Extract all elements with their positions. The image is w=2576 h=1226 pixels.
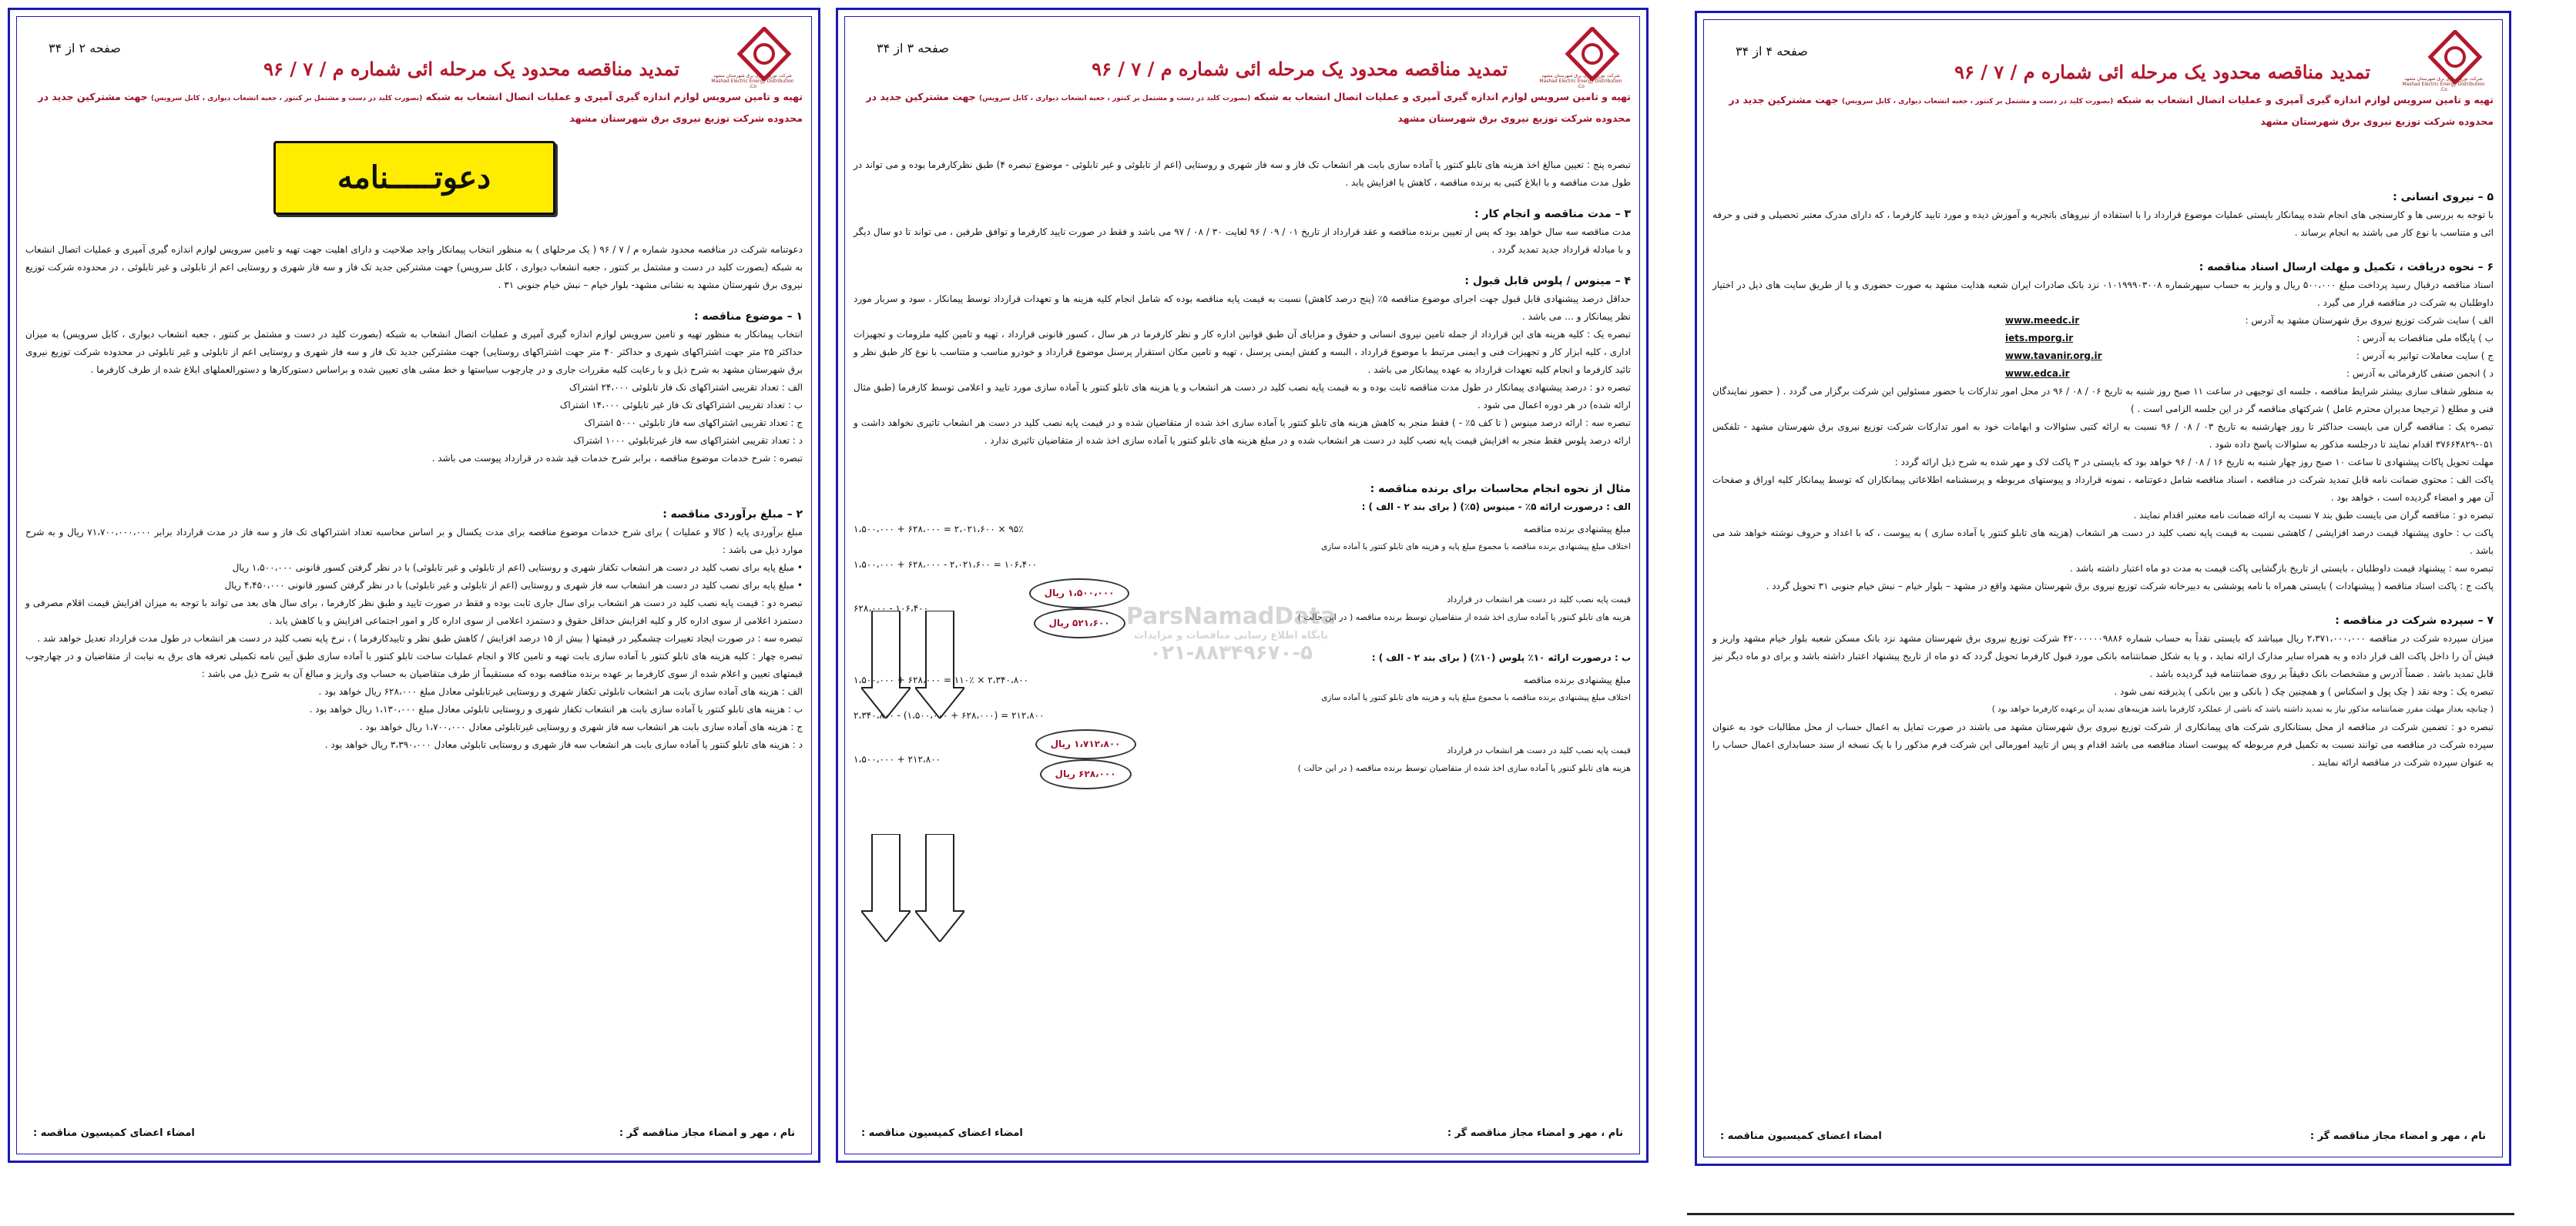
formula: ۱،۵۰۰،۰۰۰ + ۶۲۸،۰۰۰ - ۲،۰۲۱،۶۰۰ = ۱۰۶،۴۰۰ — [854, 559, 1038, 570]
formula: ۱،۵۰۰،۰۰۰ + ۲۱۲،۸۰۰ — [854, 753, 941, 765]
result-oval: ۱،۷۱۲،۸۰۰ ریال — [1035, 729, 1136, 759]
callout-label: هزینه های تابلو کنتور یا آماده سازی اخذ شده از متقاضیان توسط برنده مناقصه ( در این حالت ) — [1297, 763, 1631, 773]
site-link[interactable]: www.meedc.ir — [2005, 315, 2080, 326]
section-text: مدت مناقصه سه سال خواهد بود که پس از تعیین برنده مناقصه و عقد قرارداد از تاریخ ۰۱ / ۰۹ / ۹۶ لغایت ۳۰ / ۰۸ / ۹۷ می باشد و فقط در صورت تایید کارفرما و توافق طرفین ، می تواند تا دو سال دیگر و با مبادله قرارداد جدید تمدید گردد . — [854, 226, 1631, 255]
page-number: صفحه ۲ از ۳۴ — [49, 41, 121, 55]
tender-title: تمدید مناقصه محدود یک مرحله ائی شماره م / ۷ / ۹۶ — [1092, 58, 1508, 80]
formula: ۲،۳۴۰،۸۰۰ - (۱،۵۰۰،۰۰۰ + ۶۲۸،۰۰۰) = ۲۱۲،۸۰۰ — [854, 710, 1045, 721]
page-header — [861, 27, 1623, 96]
site-row: د ) انجمن صنفی کارفرمائی به آدرس : www.edca.ir — [1712, 365, 2494, 383]
invitation-banner: دعوتـــــنامه — [273, 141, 555, 215]
callout-label: قیمت پایه نصب کلید در دست هر انشعاب در قرارداد — [1447, 745, 1631, 755]
tender-subtitle: تهیه و تامین سرویس لوازم اندازه گیری آمپری و عملیات اتصال انشعاب به شبکه (بصورت کلید در دست و مشتمل بر کنتور ، جعبه انشعاب دیواری ، کابل سرویس) جهت مشترکین جدید در محدوده شرکت توزیع نیروی برق شهرستان مشهد — [38, 91, 803, 124]
down-arrow-icon — [915, 611, 964, 719]
page-header — [33, 27, 795, 96]
divider — [1687, 1213, 2514, 1215]
document-page-4 — [1695, 11, 2511, 1166]
note-text: پاکت ب : حاوی پیشنهاد قیمت درصد افزایشی / کاهشی نسبت به قیمت پایه نصب کلید در دست هر انشعاب (هزینه های تابلو کنتور یا آماده سازی ) به پیوست ، که با اعداد و حروف نوشته خواهد شد می باشد . — [1712, 528, 2494, 556]
section-title: مثال از نحوه انجام محاسبات برای برنده مناقصه : — [1370, 483, 1631, 495]
note-text: تبصره دو : قیمت پایه نصب کلید در دست هر انشعاب برای سال جاری ثابت بوده و فقط در صورت تایید و طبق نظر کارفرما ، برای سال های بعد می تواند با توجه به میزان افزایش قیمت اقلام مصرفی و دستمزد اعلامی از سوی اداره کار و کلیه افزایش حداقل حقوق و دستمزد اعلامی از سوی اداره کار و امور اجتماعی افزایش و یا کاهش یابد . — [25, 598, 803, 626]
formula: ۶۲۸،۰۰۰ - ۱۰۶،۴۰۰ — [854, 602, 929, 614]
note-text: پاکت الف : محتوی ضمانت نامه قابل تمدید شرکت در مناقصه ، اسناد مناقصه شامل دعوتنامه ، نمونه قرارداد و پیوستهای مربوطه و پرسشنامه اطلاعاتی پیمانکاران که توسط پیمانکار کلیه اوراق و صفحات آن مهر و امضاء گردیده است ، خواهد بود . — [1712, 474, 2494, 503]
formula-label: مبلغ پیشنهادی برنده مناقصه — [1523, 524, 1631, 534]
note-text: تبصره سه : ارائه درصد مینوس ( تا کف ۵٪ - ) فقط منجر به کاهش هزینه های تابلو کنتور یا آماده سازی اخذ شده از متقاضیان شده و در قیمت پایه نصب کلید در دست هر انشعاب تاثیری نخواهد داشت و ارائه درصد پلوس فقط منجر به افزایش قیمت پایه نصب کلید در دست هر انشعاب شده و در مبلغ هزینه های تابلو کنتور یا آماده سازی اخذ شده از متقاضیان تاثیری ندارد . — [854, 417, 1631, 446]
example-heading: ب : درصورت ارائه ۱۰٪ پلوس (۱۰٪) ( برای بند ۲ - الف ) : — [1371, 652, 1631, 663]
note-text: تبصره دو : مناقصه گران می بایست طبق بند ۷ نسبت به ارائه ضمانت نامه معتبر اقدام نمایند . — [2133, 510, 2494, 521]
note-text: ( چنانچه بعداز مهلت مقرر ضمانتنامه مذکور نیاز به تمدید داشته باشد که ناشی از عملکرد کارفرما باشد هزینه‌های تمدید آن برعهده کارفرما خواهد بود ) — [1991, 705, 2494, 714]
list-item: د : تعداد تقریبی اشتراکهای سه فاز غیرتابلوئی ۱۰۰۰ اشتراک — [573, 435, 803, 446]
section-title: ۲ – مبلغ برآوردی مناقصه : — [662, 508, 803, 521]
signature-mid: امضاء اعضای کمیسیون مناقصه : — [861, 1127, 1023, 1139]
note-text: تبصره یک : وجه نقد ( چک پول و اسکناس ) و همچنین چک ( بانکی و بین بانکی ) پذیرفته نمی شود . — [2114, 686, 2494, 697]
result-oval: ۱،۵۰۰،۰۰۰ ریال — [1029, 578, 1130, 608]
callout-label: هزینه های تابلو کنتور یا آماده سازی اخذ شده از متقاضیان توسط برنده مناقصه ( در این حالت ) — [1297, 612, 1631, 622]
document-page-3 — [836, 8, 1649, 1163]
list-item: ب : هزینه های تابلو کنتور یا آماده سازی بابت هر انشعاب تکفاز شهری و روستایی تابلوئی معادل مبلغ ۱،۱۳۰،۰۰۰ ریال خواهد بود . — [309, 704, 803, 715]
tender-subtitle: تهیه و تامین سرویس لوازم اندازه گیری آمپری و عملیات اتصال انشعاب به شبکه (بصورت کلید در دست و مشتمل بر کنتور ، جعبه انشعاب دیواری ، کابل سرویس) جهت مشترکین جدید در محدوده شرکت توزیع نیروی برق شهرستان مشهد — [866, 91, 1631, 124]
formula-label: مبلغ پیشنهادی برنده مناقصه — [1523, 675, 1631, 685]
note-text: تبصره دو : تضمین شرکت در مناقصه از محل بستانکاری شرکت های پیمانکاری از شرکت توزیع نیروی برق شهرستان مشهد می باشند در صورت تمایل به اعمال حساب از محل مطالبات خود به عنوان سپرده شرکت در مناقصه می توانند نسبت به تکمیل فرم مربوطه که پیوست اسناد مناقصه می باشد اقدام و پس از تایید امورمالی این شرکت فرم مذکور را با یک نسخه از سند حسابداری اعمال حساب را به عنوان سپرده شرکت در مناقصه ارائه نمایند . — [1712, 722, 2494, 768]
list-item: الف : هزینه های آماده سازی بابت هر انشعاب تابلوئی تکفاز شهری و روستایی غیرتابلوئی معادل مبلغ ۶۲۸،۰۰۰ ریال خواهد بود . — [318, 686, 803, 697]
note-text: تبصره یک : مناقصه گران می بایست حداکثر تا روز چهارشنبه به تاریخ ۰۳ / ۰۸ / ۹۶ نسبت به ارائه کتبی سئوالات و ابهامات خود به امور تدارکات شرکت توزیع نیروی برق شهرستان مشهد - تلفکس ۰۵۱-۳۷۶۶۴۸۲۹ اقدام نمایند تا درجلسه مذکور به سئوالات پاسخ داده شود . — [1712, 421, 2494, 450]
signature-right: نام ، مهر و امضاء مجاز مناقصه گر : — [2309, 1131, 2486, 1142]
tender-title: تمدید مناقصه محدود یک مرحله ائی شماره م / ۷ / ۹۶ — [1954, 61, 2370, 83]
page-number: صفحه ۴ از ۳۴ — [1736, 44, 1808, 59]
formula: ۱،۵۰۰،۰۰۰ + ۶۲۸،۰۰۰ = ۱۱۰٪ × ۲،۳۴۰،۸۰۰ — [854, 675, 1029, 685]
document-page-2 — [8, 8, 820, 1163]
example-heading: الف : درصورت ارائه ۵٪ - مینوس (۵٪) ( برای بند ۲ - الف ) : — [1361, 501, 1631, 512]
tender-title: تمدید مناقصه محدود یک مرحله ائی شماره م / ۷ / ۹۶ — [263, 58, 679, 80]
signature-row — [861, 1127, 1623, 1139]
section-text: با توجه به بررسی ها و کارسنجی های انجام شده پیمانکار بایستی عملیات موضوع قرارداد را با استفاده از نیروهای باتجربه و آموزش دیده و مورد تایید کارفرما ، که دارای مدرک معتبر تحصیلی و فنی و حرفه ائی و متناسب با نوع کار می باشند به انجام برساند . — [1712, 209, 2494, 238]
section-text: میزان سپرده شرکت در مناقصه ۲،۳۷۱،۰۰۰،۰۰۰ ریال میباشد که بایستی نقداً به حساب شماره ۴۲۰۰۰۰۰۰۹۸۸۶ شرکت توزیع نیروی برق شهرستان مشهد نزد بانک مسکن شعبه بلوار خیام مشهد واریز و فیش آن را داخل پاکت الف قرار داده و به همراه سایر مدارک ارائه نماید ، و یا به شکل ضمانتنامه بانکی مورد قبول کارفرما تحویل گردد که دو ماه از تاریخ پیشنهاد اعتبار داشته باشد و برای دو ماه دیگر نیز قابل تمدید باشد . ضمناً آدرس و مشخصات بانک دقیقاً بر روی ضمانتنامه قید گردیده باشد . — [1712, 633, 2494, 679]
watermark: ParsNamadData پایگاه اطلاع رسانی مناقصات و مزایدات ۰۲۱-۸۸۳۴۹۶۷۰-۵ — [1125, 603, 1337, 665]
site-row: الف ) سایت شرکت توزیع نیروی برق شهرستان مشهد به آدرس : www.meedc.ir — [1712, 312, 2494, 330]
note-text: تبصره سه : در صورت ایجاد تغییرات چشمگیر در قیمتها ( بیش از ۱۵ درصد افزایش / کاهش طبق نظر و تاییدکارفرما ) ، نرخ پایه نصب کلید در دست هر انشعاب در طول مدت قرارداد تعدیل خواهد شد . — [37, 633, 803, 644]
down-arrow-icon — [915, 834, 964, 942]
site-link[interactable]: www.tavanir.org.ir — [2005, 350, 2102, 361]
page-body — [1712, 175, 2494, 772]
formula-label: اختلاف مبلغ پیشنهادی برنده مناقصه با مجموع مبلغ پایه و هزینه های تابلو کنتور یا آماده سازی — [1321, 693, 1631, 702]
section-title: ۷ – سپرده شرکت در مناقصه : — [2335, 615, 2494, 627]
note-text: تبصره سه : پیشنهاد قیمت داوطلبان ، بایستی از تاریخ بازگشایی پاکت قیمت به مدت دو ماه اعتبار داشته باشد . — [2070, 563, 2494, 574]
section-title: ۶ – نحوه دریافت ، تکمیل و مهلت ارسال اسناد مناقصه : — [2199, 261, 2494, 273]
section-text: مبلغ برآوردی پایه ( کالا و عملیات ) برای شرح خدمات موضوع مناقصه برای مدت یکسال و بر اساس محاسبه تعداد اشتراکهای تک فاز و سه فاز در مدت قرارداد برابر ۷۱،۷۰۰،۰۰۰،۰۰۰ ریال و به شرح موارد ذیل می باشد : — [25, 527, 803, 555]
section-text: حداقل درصد پیشنهادی قابل قبول جهت اجرای موضوع مناقصه ۵٪ (پنج درصد کاهش) نسبت به قیمت پایه مناقصه بوده که شامل انجام کلیه هزینه ها و تعهدات قرارداد توسط پیمانکار ، سود و سربار مورد نظر پیمانکار و … می باشد . — [854, 293, 1631, 322]
list-item: ج : هزینه های آماده سازی بابت هر انشعاب سه فاز شهری و روستایی غیرتابلوئی معادل ۱،۷۰۰،۰۰۰ ریال خواهد بود . — [359, 722, 803, 732]
list-item: تبصره : شرح خدمات موضوع مناقصه ، برابر شرح خدمات قید شده در قرارداد پیوست می باشد . — [431, 453, 803, 464]
list-item: الف : تعداد تقریبی اشتراکهای تک فاز تابلوئی ۲۴،۰۰۰ اشتراک — [569, 382, 803, 393]
site-row: ج ) سایت معاملات توانیر به آدرس : www.tavanir.org.ir — [1712, 347, 2494, 365]
site-row: ب ) پایگاه ملی مناقصات به آدرس : iets.mporg.ir — [1712, 330, 2494, 347]
signature-row — [33, 1127, 795, 1139]
page-body — [25, 241, 803, 754]
section-text: انتخاب پیمانکار به منظور تهیه و تامین سرویس لوازم اندازه گیری آمپری و عملیات اتصال انشعاب به شبکه (بصورت کلید در دست و مشتمل بر کنتور ، جعبه انشعاب دیواری ، کابل سرویس) به میزان حداکثر ۲۵ متر جهت اشتراکهای شهری و حداکثر ۴۰ متر جهت اشتراکهای روستایی) جهت مشترکین جدید تک فاز و سه فاز شهری و روستایی اعم از تابلوئی و غیر تابلوئی در محدوده شرکت توزیع نیروی برق شهرستان مشهد به شرح ذیل و با رعایت کلیه مقررات جاری و در چارچوب سیاستها و خط مشی های تعیین شده و براساس دستورکارها و دستورالعملهای ابلاغ شده از طرف کارفرما . — [25, 329, 803, 375]
signature-mid: امضاء اعضای کمیسیون مناقصه : — [1720, 1131, 1882, 1142]
list-item: ب : تعداد تقریبی اشتراکهای تک فاز غیر تابلوئی ۱۴،۰۰۰ اشتراک — [559, 400, 803, 410]
section-title: ۱ – موضوع مناقصه : — [693, 310, 803, 323]
signature-right: نام ، مهر و امضاء مجاز مناقصه گر : — [619, 1127, 795, 1139]
section-title: ۴ – مینوس / پلوس قابل قبول : — [1464, 275, 1631, 287]
signature-right: نام ، مهر و امضاء مجاز مناقصه گر : — [1447, 1127, 1623, 1139]
section-text: به منظور شفاف سازی بیشتر شرایط مناقصه ، جلسه ای توجیهی در ساعت ۱۱ صبح روز شنبه به تاریخ ۰۶ / ۰۸ / ۹۶ در محل امور تدارکات با حضور مسئولین این شرکت برگزار می گردد . ( حضور نمایندگان فنی و مطلع ( ترجیحا مدیران محترم عامل ) شرکتهای مناقصه گر در این جلسه الزامی است . ) — [1712, 386, 2494, 414]
section-title: ۵ – نیروی انسانی : — [2393, 191, 2494, 203]
formula-label: اختلاف مبلغ پیشنهادی برنده مناقصه با مجموع مبلغ پایه و هزینه های تابلو کنتور یا آماده سازی — [1321, 542, 1631, 551]
note-text: تبصره یک : کلیه هزینه های این قرارداد از جمله تامین نیروی انسانی و حقوق و مزایای آن طبق قوانین اداره کار و نظر کارفرما در هر سال ، کسور قانونی قرارداد ، تهیه و تامین کلیه ملزومات و تجهیزات اداری ، کلیه ابزار کار و تجهیزات فنی و ایمنی مرتبط با موضوع قرارداد ، البسه و کفش ایمنی پرسنل ، تهیه و تامین مکان استقرار پرسنل موضوع قرارداد و خودرو مناسب و متناسب با نوع کار طبق نظر و تائید کارفرما و انجام کلیه تعهدات قرارداد به عهده پیمانکار می باشد . — [854, 329, 1631, 375]
result-oval: ۵۲۱،۶۰۰ ریال — [1034, 608, 1125, 638]
tender-subtitle: تهیه و تامین سرویس لوازم اندازه گیری آمپری و عملیات اتصال انشعاب به شبکه (بصورت کلید در دست و مشتمل بر کنتور ، جعبه انشعاب دیواری ، کابل سرویس) جهت مشترکین جدید در محدوده شرکت توزیع نیروی برق شهرستان مشهد — [1729, 94, 2494, 127]
list-item: • مبلغ پایه برای نصب کلید در دست هر انشعاب تکفاز شهری و روستایی (اعم از تابلوئی و غیر تابلوئی) با در نظر گرفتن کسور قانونی ۱،۵۰۰،۰۰۰ ریال — [232, 562, 803, 573]
section-title: ۳ – مدت مناقصه و انجام کار : — [1474, 208, 1631, 220]
note-text: مهلت تحویل پاکات پیشنهادی تا ساعت ۱۰ صبح روز چهار شنبه به تاریخ ۱۶ / ۰۸ / ۹۶ خواهد بود که بایستی در ۳ پاکت لاک و مهر شده به شرح ذیل ارائه گردد : — [1894, 457, 2494, 467]
logo-caption: شرکت توزیع نیروی برق شهرستان مشهد Mashad Electric Energy Distribution Co. — [2402, 76, 2485, 92]
logo-caption: شرکت توزیع نیروی برق شهرستان مشهد Mashad Electric Energy Distribution Co. — [711, 73, 794, 89]
section-text: اسناد مناقصه درقبال رسید پرداخت مبلغ ۵۰۰،۰۰۰ ریال و واریز به حساب سپهرشماره ۰۱۰۱۹۹۹۰۳۰۰۸ نزد بانک صادرات ایران شعبه هدایت مشهد به صورت حضوری و یا از طریق سایت های ذیل در اختیار داوطلبان به شرکت در مناقصه قرار می گیرد . — [1712, 280, 2494, 308]
site-link[interactable]: www.edca.ir — [2005, 368, 2070, 379]
note-text: تبصره چهار : کلیه هزینه های تابلو کنتور با آماده سازی بابت تهیه و تامین کالا و انجام عملیات ساخت تابلو کنتور با آماده سازی طبق آیین نامه تکمیلی تعرفه های برق به نیابت از متقاضیان و در چهارچوب قیمتهای تعیین و اعلام شده از سوی کارفرما بر عهده برنده مناقصه بوده که مستقیماً از طرف متقاضیان به حساب وی واریز و مبالغ آن به شرح ذیل می باشد : — [25, 651, 803, 679]
logo-caption: شرکت توزیع نیروی برق شهرستان مشهد Mashad Electric Energy Distribution Co. — [1539, 73, 1622, 89]
intro-text: دعوتنامه شرکت در مناقصه محدود شماره م / ۷ / ۹۶ ( یک مرحلهای ) به منظور انتخاب پیمانکار واجد صلاحیت و دارای اهلیت جهت تهیه و تامین سرویس لوازم اندازه گیری آمپری و عملیات اتصال انشعاب به شبکه (بصورت کلید در دست و مشتمل بر کنتور ، جعبه انشعاب دیواری ، کابل سرویس) جهت مشترکین جدید تک فاز و سه فاز شهری و روستایی اعم از تابلوئی و غیر تابلوئی ، در محدوده شرکت توزیع نیروی برق شهرستان مشهد به نشانی مشهد- بلوار خیام – نبش خیام جنوبی ۳۱ . — [25, 244, 803, 290]
down-arrow-icon — [861, 611, 911, 719]
site-link[interactable]: iets.mporg.ir — [2005, 333, 2074, 343]
page-body — [854, 156, 1631, 789]
callout-label: قیمت پایه نصب کلید در دست هر انشعاب در قرارداد — [1447, 595, 1631, 605]
list-item: • مبلغ پایه برای نصب کلید در دست هر انشعاب سه فاز شهری و روستایی (اعم از تابلوئی و غیر تابلوئی) با در نظر گرفتن کسور قانونی ۴،۴۵۰،۰۰۰ ریال — [224, 580, 803, 591]
note-text: تبصره دو : درصد پیشنهادی پیمانکار در طول مدت مناقصه ثابت بوده و به قیمت پایه نصب کلید در دست هر انشعاب و یا هزینه های تابلو کنتور یا آماده سازی مورد تایید و اعلامی توسط کارفرما (طبق مثال ارائه شده) در هر دوره اعمال می شود . — [854, 382, 1631, 410]
signature-row — [1720, 1131, 2486, 1142]
page-number: صفحه ۳ از ۳۴ — [877, 41, 949, 55]
list-item: ج : تعداد تقریبی اشتراکهای سه فاز تابلوئی ۵۰۰۰ اشتراک — [584, 417, 803, 428]
formula: ۱،۵۰۰،۰۰۰ + ۶۲۸،۰۰۰ = ۲،۰۲۱،۶۰۰ × ۹۵٪ — [854, 524, 1024, 534]
result-oval: ۶۲۸،۰۰۰ ریال — [1040, 759, 1132, 789]
down-arrow-icon — [861, 834, 911, 942]
note-text: تبصره پنج : تعیین مبالغ اخذ هزینه های تابلو کنتور یا آماده سازی بابت هر انشعاب تک فاز و سه فاز شهری و روستایی (اعم از تابلوئی و غیر تابلوئی - موضوع تبصره ۴) طبق نظرکارفرما بوده و می تواند در طول مدت مناقصه و با ابلاغ کتبی به برنده مناقصه ، کاهش یا افزایش یابد . — [854, 159, 1631, 188]
note-text: پاکت ج : پاکت اسناد مناقصه ( پیشنهادات ) بایستی همراه با نامه پوششی به دبیرخانه شرکت توزیع نیروی برق شهرستان مشهد واقع در مشهد – بلوار خیام – نبش خیام جنوبی ۳۱ تحویل گردد . — [1766, 581, 2494, 591]
list-item: د : هزینه های تابلو کنتور یا آماده سازی بابت هر انشعاب سه فاز شهری و روستایی تابلوئی معادل ۳،۳۹۰،۰۰۰ ریال خواهد بود . — [324, 739, 803, 750]
page-header — [1720, 30, 2486, 99]
signature-mid: امضاء اعضای کمیسیون مناقصه : — [33, 1127, 195, 1139]
